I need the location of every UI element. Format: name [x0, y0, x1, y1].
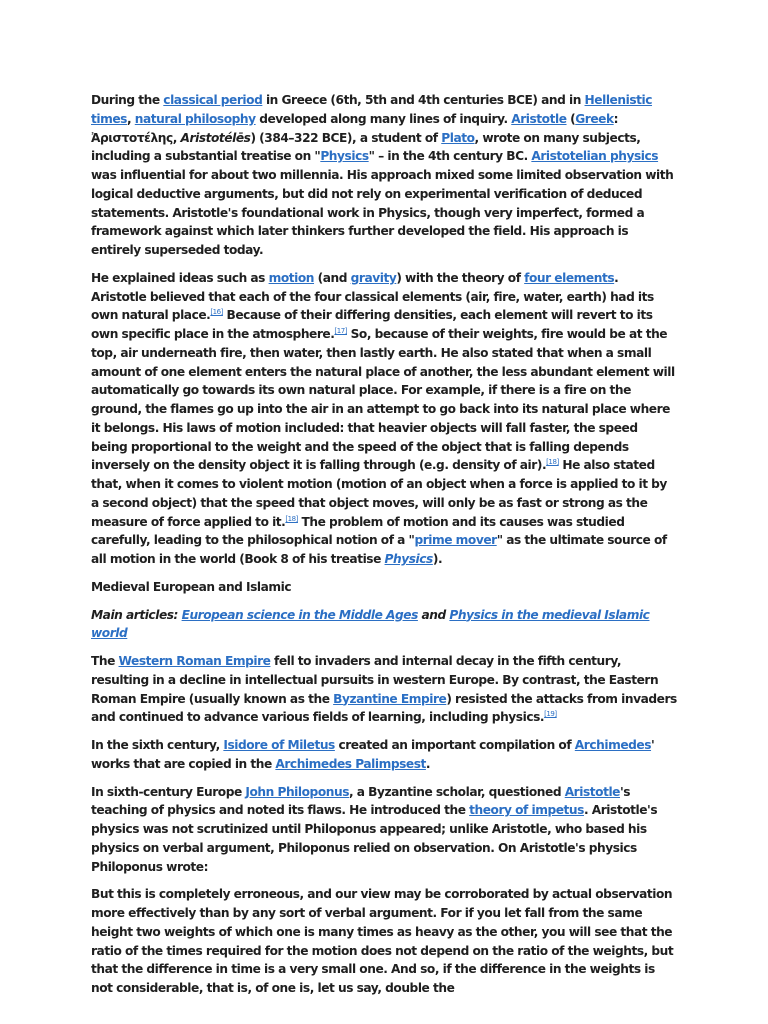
inline-link[interactable]: John Philoponus [245, 784, 350, 799]
text-run: (and [314, 270, 351, 285]
citation-superscript [544, 710, 557, 718]
text-run: He also stated that, when it comes to violent motion (motion of an object when a force is applied to it by a second object) that the speed that object moves, will only be as fast or strong as the measure of force applied to it. [91, 458, 667, 529]
paragraph-roman-empire [91, 652, 677, 727]
citation-superscript [210, 308, 223, 316]
inline-link[interactable]: four elements [524, 270, 615, 285]
inline-link[interactable]: classical period [163, 93, 263, 107]
inline-link[interactable]: Physics [320, 149, 369, 164]
citation-link[interactable]: [19] [544, 710, 557, 719]
text-run: , wrote on many subjects, including a substantial treatise on " [91, 130, 641, 164]
inline-link[interactable]: Western Roman Empire [118, 654, 271, 668]
text-run: created an important compilation of [334, 738, 575, 752]
citation-link[interactable]: [18] [546, 458, 559, 467]
quote-philoponus [91, 885, 677, 998]
inline-link[interactable]: natural philosophy [134, 111, 256, 126]
inline-link[interactable]: motion [268, 270, 315, 285]
text-run: " – in the 4th century BC. [368, 149, 532, 164]
text-run: in Greece (6th, 5th and 4th centuries BCE) and in [262, 93, 585, 107]
inline-link[interactable]: prime mover [414, 533, 497, 548]
citation-link[interactable]: [16] [210, 308, 223, 317]
inline-link[interactable]: Archimedes [574, 738, 652, 752]
paragraph-aristotle-intro [91, 91, 677, 260]
text-run: ) resisted the attacks from invaders and continued to advance various fields of learning, including physics. [91, 691, 677, 725]
inline-link[interactable]: Isidore of Miletus [223, 738, 335, 752]
text-run: . [425, 756, 431, 771]
inline-link[interactable]: Archimedes Palimpsest [275, 756, 426, 771]
text-run: Because of their differing densities, each element will revert to its own specific place in the atmosphere. [91, 308, 653, 341]
paragraph-isidore [91, 736, 677, 774]
paragraph-four-elements [91, 269, 677, 569]
text-run: was influential for about two millennia. His approach mixed some limited observation with logical deductive arguments, but did not rely on experimental verification of deduced statements. Aristotle's foundational work in Physics, though very imperfect, formed a framework against which later thinkers further developed the field. His approach is entirely superseded today. [91, 168, 674, 257]
inline-link[interactable]: European science in the Middle Ages [181, 607, 418, 622]
inline-link[interactable]: Aristotelian physics [531, 149, 659, 164]
text-run: He explained ideas such as [91, 270, 269, 285]
text-run: ( [566, 111, 576, 126]
inline-link[interactable]: Aristotle [564, 784, 620, 799]
text-run: The [91, 654, 119, 668]
inline-link[interactable]: Byzantine Empire [333, 691, 447, 706]
text-run: But this is completely erroneous, and our view may be corroborated by actual observation more effectively than by any sort of verbal argument. For if you let fall from the same height two weights of which one is many times as heavy as the other, you will see that the ratio of the times required for the motion does not depend on the ratio of the weights, but that the difference in time is a very small one. And so, if the difference in the weights is not considerable, that is, of one is, let us say, double the [91, 887, 674, 995]
text-run: : Ἀριστοτέλης, [91, 111, 619, 145]
text-run: " as the ultimate source of all motion in the world (Book 8 of his treatise [91, 533, 667, 566]
text-run: ) with the theory of [396, 270, 525, 285]
citation-link[interactable]: [17] [334, 327, 347, 335]
section-heading: Medieval European and Islamic [91, 579, 292, 594]
citation-superscript [334, 327, 347, 335]
citation-superscript [546, 458, 559, 466]
text-run: . Aristotle's physics was not scrutinized until Philoponus appeared; unlike Aristotle, who based his physics on verbal argument, Philoponus relied on observation. On Aristotle's physics Philoponus wrote: [91, 803, 658, 874]
text-run: ' works that are copied in the [91, 738, 655, 771]
inline-link[interactable]: Greek [575, 111, 614, 126]
inline-link[interactable]: Aristotle [511, 111, 567, 126]
text-run: In sixth-century Europe [91, 784, 246, 799]
text-run: The problem of motion and its causes was studied carefully, leading to the philosophical notion of a " [91, 514, 625, 548]
inline-link[interactable]: Physics in the medieval Islamic world [91, 607, 650, 641]
text-run: Aristotélēs [180, 130, 251, 145]
article-body [91, 91, 677, 1007]
text-run: , [126, 111, 135, 126]
text-run: Main articles: [91, 607, 182, 622]
citation-link[interactable]: [18] [285, 514, 298, 523]
text-run: ). [432, 552, 443, 566]
text-run: In the sixth century, [91, 738, 224, 752]
inline-link[interactable]: gravity [350, 270, 397, 285]
text-run: 's teaching of physics and noted its flaws. He introduced the [91, 784, 631, 818]
text-run: During the [91, 93, 164, 107]
paragraph-philoponus [91, 783, 677, 877]
text-run: and [417, 607, 450, 622]
text-run: . Aristotle believed that each of the four classical elements (air, fire, water, earth) had its own natural place. [91, 270, 654, 323]
text-run: , a Byzantine scholar, questioned [349, 784, 565, 799]
text-run: ) (384–322 BCE), a student of [250, 130, 442, 145]
text-run: developed along many lines of inquiry. [255, 111, 512, 126]
inline-link[interactable]: theory of impetus [469, 803, 584, 818]
inline-link[interactable]: Physics [384, 552, 433, 566]
text-run: fell to invaders and internal decay in the fifth century, resulting in a decline in intellectual pursuits in western Europe. By contrast, the Eastern Roman Empire (usually known as the [91, 654, 659, 706]
main-articles-note [91, 606, 677, 644]
inline-link[interactable]: Plato [441, 130, 475, 145]
citation-superscript [285, 515, 298, 523]
inline-link[interactable]: Hellenistic times [91, 93, 653, 126]
text-run: So, because of their weights, fire would be at the top, air underneath fire, then water, then lastly earth. He also stated that when a small amount of one element enters the natural place of another, the less abundant element will automatically go towards its own natural place. For example, if there is a fire on the ground, the flames go up into the air in an attempt to go back into its natural place where it belongs. His laws of motion included: that heavier objects will fall faster, the speed being proportional to the weight and the speed of the object that is falling depends inversely on the density object it is falling through (e.g. density of air). [91, 327, 675, 473]
